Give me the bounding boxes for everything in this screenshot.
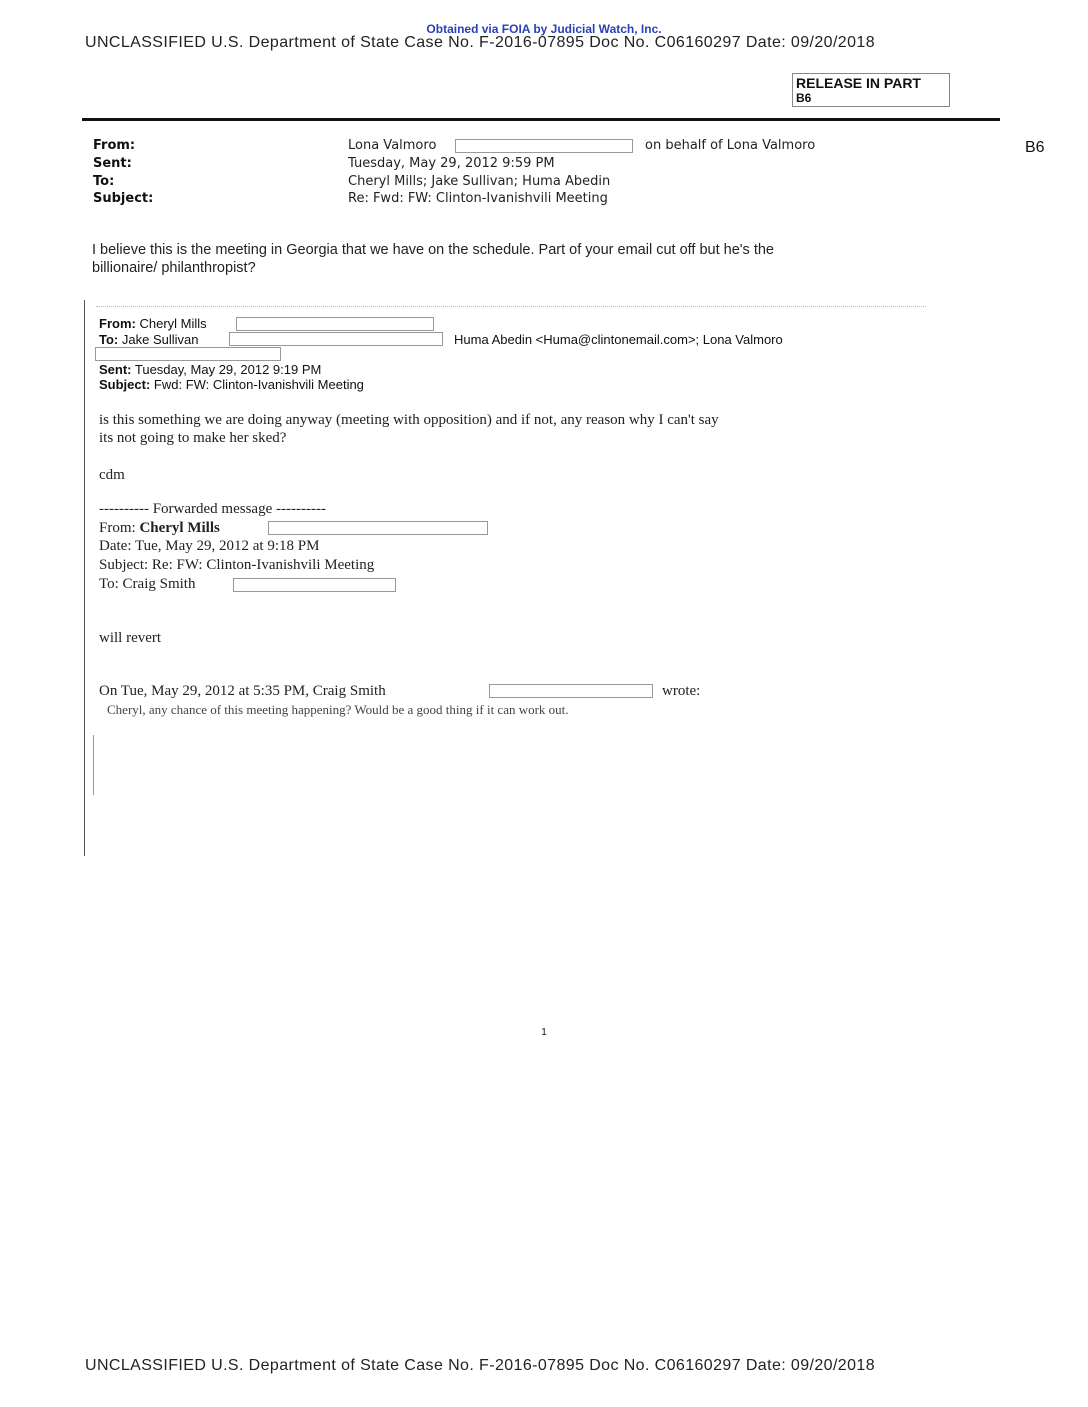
quoted-to-label: To: [99, 332, 119, 347]
redaction-box [233, 578, 396, 592]
release-box-line1: RELEASE IN PART [796, 75, 921, 91]
redaction-box [455, 139, 633, 153]
forwarded-subject: Subject: Re: FW: Clinton-Ivanishvili Meeting [99, 557, 375, 573]
quoted-subject-value: Fwd: FW: Clinton-Ivanishvili Meeting [153, 377, 364, 392]
forwarded-marker: ---------- Forwarded message ---------- [99, 501, 326, 517]
quoted-from-name: Cheryl Mills [139, 316, 207, 331]
sent-label: Sent: [93, 156, 132, 171]
classification-header: UNCLASSIFIED U.S. Department of State Case No. F-2016-07895 Doc No. C06160297 Date: 09/20/2018 [85, 34, 876, 51]
quoted-to-rest: Huma Abedin <Huma@clintonemail.com>; Lona Valmoro [454, 332, 783, 347]
body-line-2: billionaire/ philanthropist? [92, 260, 256, 276]
release-box [792, 73, 950, 107]
from-label: From: [93, 138, 136, 153]
from-suffix: on behalf of Lona Valmoro [645, 138, 816, 153]
quoted-to-name: Jake Sullivan [121, 332, 199, 347]
on-date-line-suffix: wrote: [662, 683, 701, 699]
quoted-subject-line [99, 377, 364, 392]
redaction-box [236, 317, 434, 331]
redaction-box [229, 332, 443, 346]
craig-message: Cheryl, any chance of this meeting happening? Would be a good thing if it can work out. [107, 702, 569, 717]
page-number: 1 [541, 1027, 547, 1038]
quoted-sent-label: Sent: [99, 362, 132, 377]
header-divider [82, 118, 1000, 121]
subject-label: Subject: [93, 191, 154, 206]
quote-divider [96, 306, 926, 307]
quoted-from-line [99, 316, 207, 331]
quote-bar [84, 300, 85, 856]
subject-value: Re: Fwd: FW: Clinton-Ivanishvili Meeting [348, 191, 608, 206]
release-box-line2: B6 [796, 91, 812, 105]
foia-notice: Obtained via FOIA by Judicial Watch, Inc. [426, 22, 662, 36]
quoted-sent-line [99, 362, 321, 377]
on-date-line-prefix: On Tue, May 29, 2012 at 5:35 PM, Craig Smith [99, 683, 386, 699]
forwarded-from-line [99, 520, 220, 537]
b6-side-marker: B6 [1025, 139, 1045, 156]
redaction-box [95, 347, 281, 361]
quoted-body-line-1: is this something we are doing anyway (meeting with opposition) and if not, any reason why I can't say [99, 412, 719, 428]
forwarded-from-label: From: [99, 520, 136, 536]
from-name: Lona Valmoro [348, 138, 437, 153]
quoted-subject-label: Subject: [99, 377, 151, 392]
redaction-box [268, 521, 488, 535]
sent-value: Tuesday, May 29, 2012 9:59 PM [348, 156, 555, 171]
forwarded-from-name: Cheryl Mills [139, 520, 220, 536]
to-value: Cheryl Mills; Jake Sullivan; Huma Abedin [348, 174, 611, 189]
quoted-body-line-2: its not going to make her sked? [99, 430, 287, 446]
classification-footer: UNCLASSIFIED U.S. Department of State Case No. F-2016-07895 Doc No. C06160297 Date: 09/20/2018 [85, 1357, 876, 1374]
body-line-1: I believe this is the meeting in Georgia that we have on the schedule. Part of your email cut off but he's the [92, 242, 774, 258]
forwarded-date: Date: Tue, May 29, 2012 at 9:18 PM [99, 538, 320, 554]
quoted-signature: cdm [99, 467, 125, 483]
quote-bar-inner [93, 735, 94, 795]
to-label: To: [93, 174, 115, 189]
quoted-from-label: From: [99, 316, 136, 331]
quoted-sent-value: Tuesday, May 29, 2012 9:19 PM [134, 362, 322, 377]
will-revert: will revert [99, 630, 162, 646]
quoted-to-line [99, 332, 198, 347]
redaction-box [489, 684, 653, 698]
forwarded-to: To: Craig Smith [99, 576, 196, 592]
